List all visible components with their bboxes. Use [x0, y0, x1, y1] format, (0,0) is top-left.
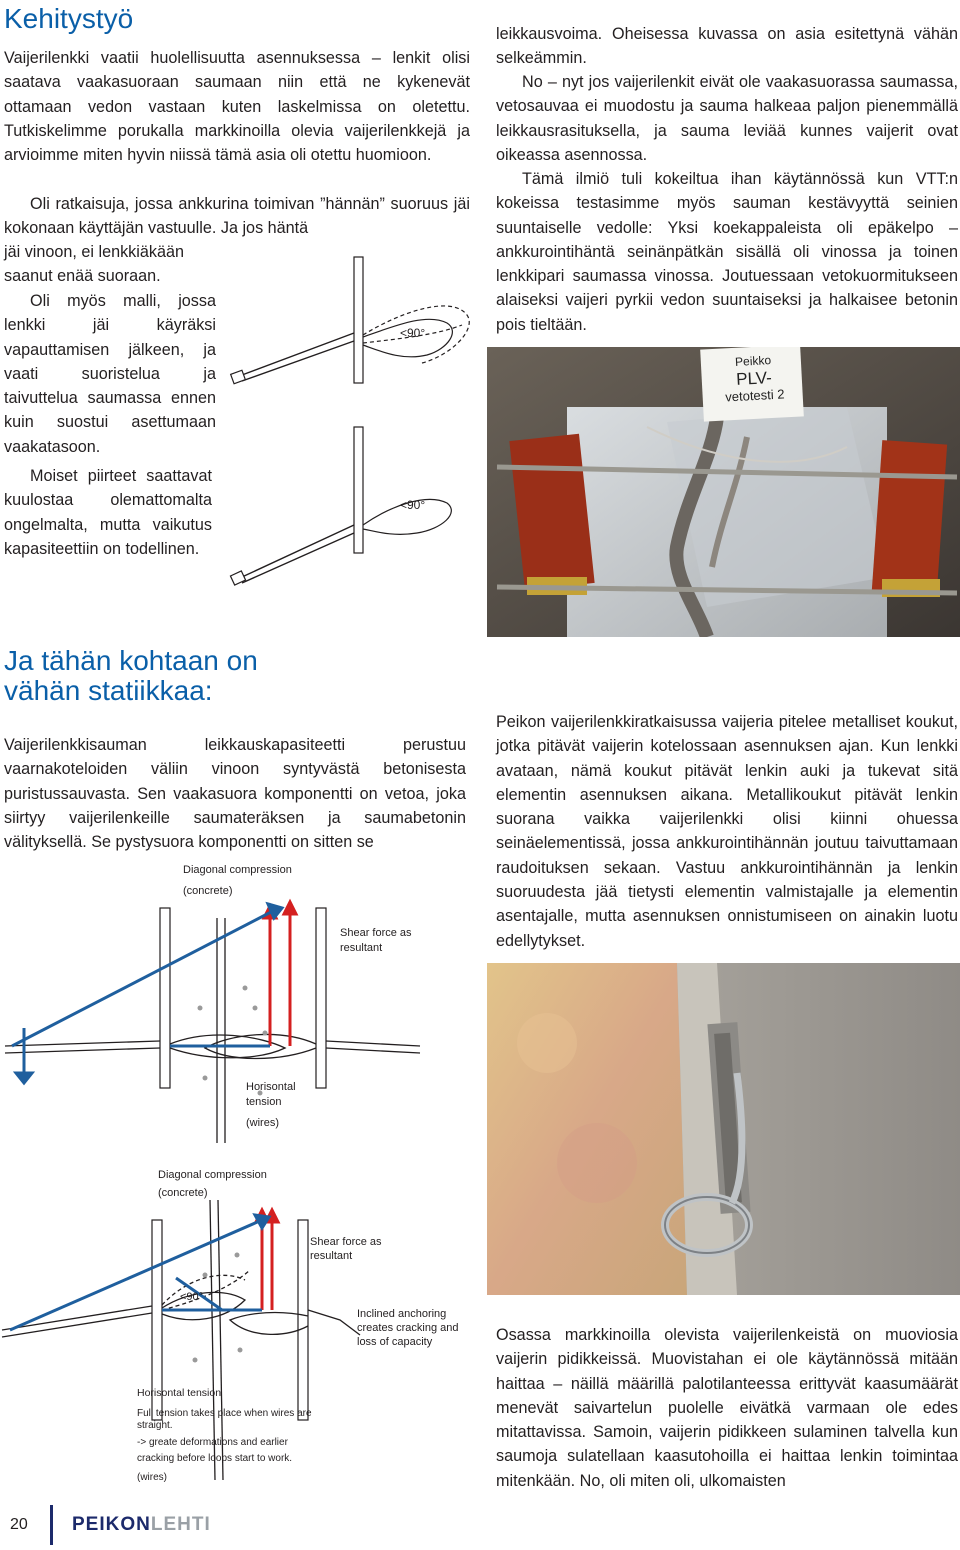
- diagram1-label-horiz-2: tension: [246, 1096, 282, 1108]
- diagram1-label-diag-2: (concrete): [183, 885, 233, 897]
- angle-label-1: <90°: [400, 326, 426, 340]
- diagram2-note-3: -> greate deformations and earlier: [137, 1437, 288, 1448]
- diagram2-note-4: cracking before loops start to work.: [137, 1453, 293, 1464]
- paragraph-tail: Oli ratkaisuja, jossa ankkurina toimivan ”hännän” suoruus jäi kokonaan käyttäjän vastuulle. Ja jos häntä: [4, 195, 470, 238]
- footer-brand: [72, 1514, 211, 1536]
- loop-sketch: [222, 255, 487, 600]
- diagram2-label-incl-1: Inclined anchoring: [357, 1308, 447, 1320]
- diagram2-angle: <90°: [180, 1291, 204, 1303]
- diagram2-label-incl-3: loss of capacity: [357, 1336, 433, 1348]
- paragraph-intro: Vaijerilenkki vaatii huolellisuutta asennuksessa – lenkit olisi saatava vaakasuoraan saumaan niin että ne kykenevät ottamaan vedon vastaan kuten laskelmissa on oletettu. Tutkiskelimme porukalla markkinoilla olevia vaijerilenkkejä ja arvioimme miten hyvin niissä tämä asia oli otettu huomioon.: [4, 49, 470, 165]
- diagram2-label-shear-2: resultant: [310, 1250, 353, 1262]
- diagram2-label-shear-1: Shear force as: [310, 1236, 382, 1248]
- diagram1-label-horiz-1: Horisontal: [246, 1081, 296, 1093]
- footer-brand-bold: PEIKON: [72, 1514, 151, 1535]
- diagram1-label-diag-1: Diagonal compression: [183, 864, 292, 876]
- diagram1-label-shear-1: Shear force as: [340, 927, 412, 939]
- footer-divider: [50, 1505, 53, 1545]
- diagram-straight-loops: [0, 858, 440, 1148]
- paragraph-effect: Moiset piirteet saattavat kuulostaa olemattomalta ongelmalta, mutta vaikutus kapasiteettiin on todellinen.: [4, 467, 212, 558]
- sign-line-1: Peikko: [734, 353, 772, 369]
- diagram1-label-shear-2: resultant: [340, 942, 383, 954]
- photo-wire-loop: [487, 963, 960, 1295]
- diagram-inclined-anchoring: [0, 1160, 480, 1490]
- page-number: 20: [10, 1516, 28, 1533]
- diagram2-label-incl-2: creates cracking and: [357, 1322, 459, 1334]
- angle-label-2: <90°: [400, 498, 426, 512]
- sign-line-3: vetotesti 2: [724, 386, 785, 405]
- paragraph-plastic-parts: Osassa markkinoilla olevista vaijerilenkeistä on muoviosia vaijerin pidikkeissä. Muovistahan ei ole käytännössä mitään haittaa – näillä määrillä palotilanteessa erittyvät kaasumäärät menevät saivartelun puolelle eivätkä varmaan ole edes mitattavissa. Samoin, vaijerin pidikkeen sulaminen talvella kun saumoja sulatellaan kaasutohoilla ei haittaa lenkin toimintaa mitenkään. No, oli miten oli, ulkomaisten: [496, 1326, 958, 1490]
- paragraph-curved: Oli myös malli, jossa lenkki jäi käyräksi vapauttamisen jälkeen, ja vaati suoristelua ja taivuttelua saumassa ennen kuin suostui asettumaan vaakatasoon.: [4, 292, 216, 456]
- section-title-line-2: vähän statiikkaa:: [4, 675, 213, 706]
- section-title-line-1: Ja tähän kohtaan on: [4, 645, 258, 676]
- section-title-statiikka: [4, 646, 258, 706]
- paragraph-shear-force: leikkausvoima. Oheisessa kuvassa on asia esitettynä vähän selkeämmin.: [496, 25, 958, 68]
- paragraph-not-horizontal: No – nyt jos vaijerilenkit eivät ole vaakasuorassa saumassa, vetosauvaa ei muodostu ja sauma halkeaa paljon pienemmällä leikkausrasituksella, ja sauma leviää kunnes vaijerit ovat oikeassa asennossa.: [496, 73, 958, 164]
- diagram2-note-1: Full tension takes place when wires are: [137, 1408, 312, 1419]
- paragraph-statics: Vaijerilenkkisauman leikkauskapasiteetti perustuu vaarnakoteloiden väliin vinoon syntyvästä betonisesta puristussauvasta. Sen vaakasuora komponentti on vetoa, joka siirtyy vaijerilenkeille saumateräksen ja saumabetonin välityksellä. Se pystysuora komponentti on sitten se: [4, 736, 466, 852]
- diagram2-note-2: straight.: [137, 1420, 173, 1431]
- photo-tension-test: [487, 347, 960, 637]
- diagram2-label-diag-2: (concrete): [158, 1187, 208, 1199]
- diagram2-label-diag-1: Diagonal compression: [158, 1169, 267, 1181]
- paragraph-tail-end: jäi vinoon, ei lenkkiäkään saanut enää suoraan.: [4, 243, 184, 286]
- diagram2-label-horiz: Horisontal tension: [137, 1387, 222, 1399]
- paragraph-peikko-solution: Peikon vaijerilenkkiratkaisussa vaijeria pitelee metalliset koukut, jotka pitävät vaijerin kotelossaan asennuksen ajan. Kun lenkki avataan, nämä koukut pitävät lenkin auki ja tukevat sitä elementin asennuksen aikana. Metallikoukut pitävät lenkin suorana vaikka vaijerilenkki olisi kiinni ohuessa seinäelementissä, jossa ankkurointihännän joutuu taivuttamaan raudoituksen sekaan. Vastuu ankkurointihännän ja lenkin suoruudesta jää tietysti elementin valmistajalle ja elementin asentajalle, mutta asennuksen onnistumiseen on ainakin luotu edellytykset.: [496, 713, 958, 950]
- diagram2-note-5: (wires): [137, 1472, 167, 1483]
- photo-wire-loop-graphic: [487, 963, 960, 1295]
- paragraph-vtt-tests: Tämä ilmiö tuli kokeiltua ihan käytännössä kun VTT:n kokeissa testasimme myös sauman kestävyyttä seinien suuntaiselle vedolle: Yksi koekappaleista oli epäkelpo – ankkurointihäntä seinänpätkän sisällä oli vinossa ja toinen lenkkipari saumassa vinossa. Joutuessaan vetokuormitukseen alaiseksi vaijeri pyrkii vedon suuntaiseksi ja halkaisee betonin pois tieltään.: [496, 170, 958, 334]
- footer-brand-light: LEHTI: [150, 1514, 211, 1535]
- section-title-kehitystyo: Kehitystyö: [4, 3, 134, 34]
- diagram1-label-horiz-3: (wires): [246, 1117, 279, 1129]
- sign-line-2: PLV-: [735, 368, 773, 389]
